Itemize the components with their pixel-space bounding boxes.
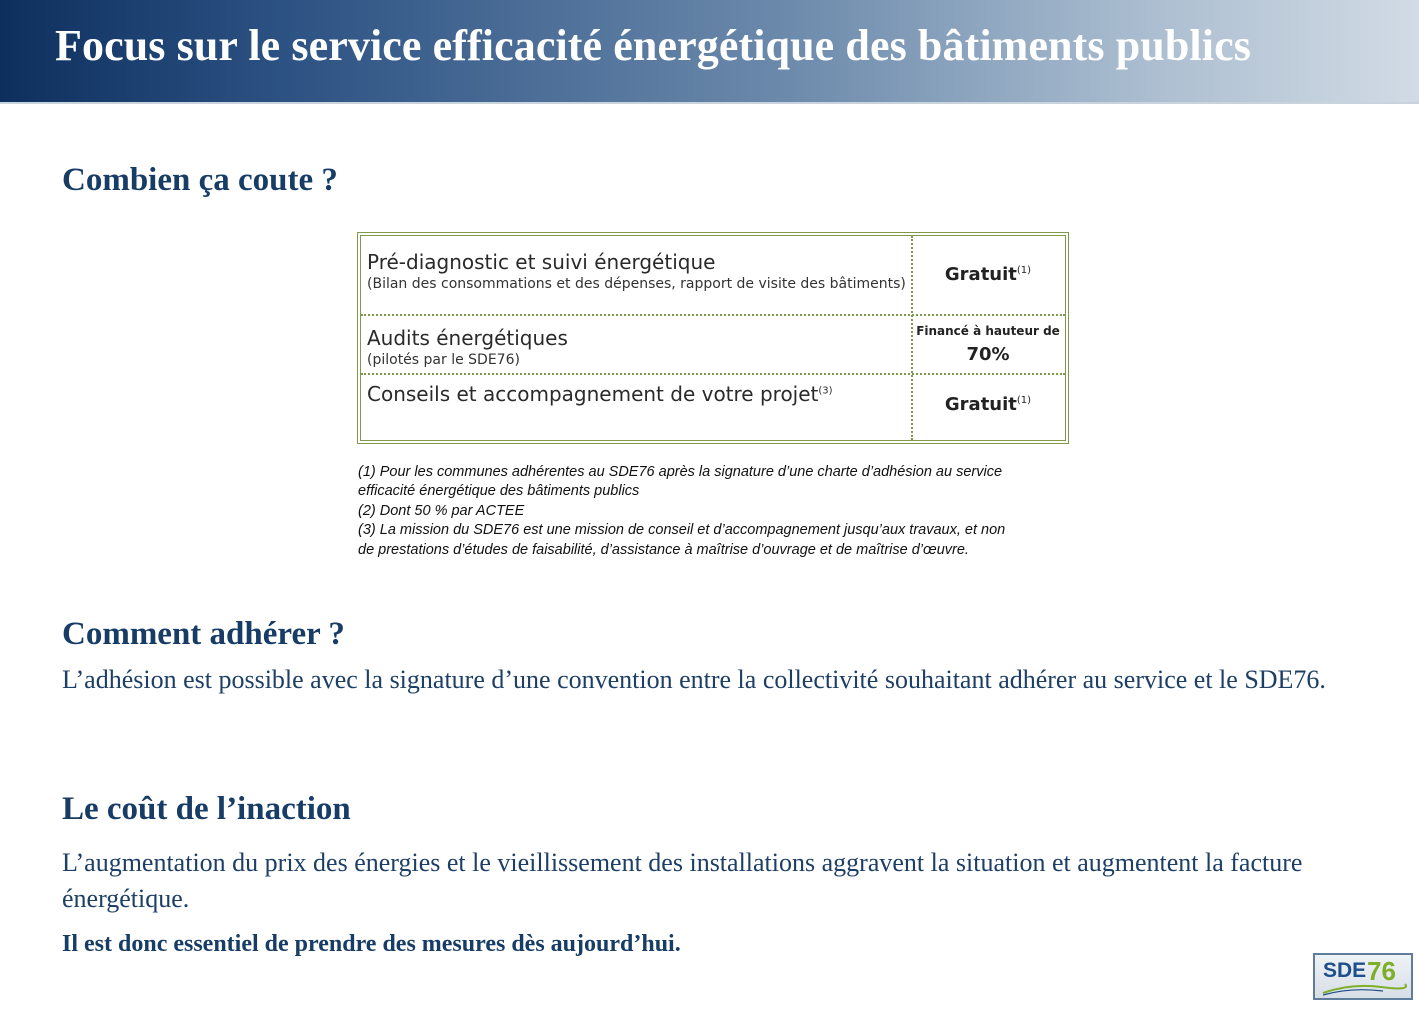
row-value: Gratuit$^{(1)}$ (944, 264, 1032, 285)
table-row (367, 382, 907, 406)
join-section-text: L’adhésion est possible avec la signature d’une convention entre la collectivité souhaitant adhérer au service et le SDE76. (62, 665, 1326, 694)
inaction-conclusion: Il est donc essentiel de prendre des mesures dès aujourd’hui. (62, 931, 681, 957)
pricing-table (357, 232, 1069, 444)
footnote-ref: (3) (818, 385, 833, 397)
footnote-line: (1) Pour les communes adhérentes au SDE76 après la signature d’une charte d’adhésion au service (358, 464, 1003, 480)
header-banner (0, 0, 1419, 104)
row-label: Conseils et accompagnement de votre projet$^{(3)}$ (367, 382, 833, 406)
inaction-section-text: L’augmentation du prix des énergies et le vieillissement des installations aggravent la situation et augmentent la facture énergétique. (62, 848, 1303, 913)
footnotes (358, 463, 1078, 560)
table-row-divider (361, 314, 1065, 316)
table-row-divider (361, 373, 1065, 375)
page-title: Focus sur le service efficacité énergétique des bâtiments publics (55, 21, 1251, 70)
row-value-cell (913, 324, 1063, 365)
inaction-section-title: Le coût de l’inaction (62, 791, 351, 827)
row-label: Audits énergétiques (367, 326, 568, 350)
footnote-line: (2) Dont 50 % par ACTEE (358, 502, 525, 519)
cost-section-title: Combien ça coute ? (62, 162, 338, 198)
row-value-prefix: Financé à hauteur de (916, 324, 1060, 338)
row-sublabel: (Bilan des consommations et des dépenses, rapport de visite des bâtiments) (367, 276, 906, 292)
join-section-title: Comment adhérer ? (62, 616, 345, 652)
table-row (367, 250, 907, 292)
row-label: Pré-diagnostic et suivi énergétique (367, 250, 716, 274)
footnote-line: de prestations d’études de faisabilité, d’assistance à maîtrise d’ouvrage et de maîtrise d’œuvre. (358, 541, 969, 558)
footnote-line: (3) La mission du SDE76 est une mission de conseil et d’accompagnement jusqu’aux travaux, et non (358, 522, 1006, 539)
row-value: Gratuit$^{(1)}$ (944, 394, 1032, 415)
sde76-logo (1313, 953, 1413, 1000)
row-value-cell (913, 394, 1063, 415)
footnote-line: efficacité énergétique des bâtiments publics (358, 483, 640, 500)
logo-number: 76 (1367, 956, 1396, 986)
logo-text: SDE (1323, 959, 1367, 982)
logo-swoosh-icon (1321, 981, 1407, 997)
row-value-cell (913, 264, 1063, 285)
table-row (367, 326, 907, 368)
row-value: 70% (966, 344, 1010, 365)
footnote-ref: (1) (1016, 265, 1032, 276)
footnote-ref: (1) (1016, 395, 1032, 406)
row-sublabel: (pilotés par le SDE76) (367, 352, 520, 368)
